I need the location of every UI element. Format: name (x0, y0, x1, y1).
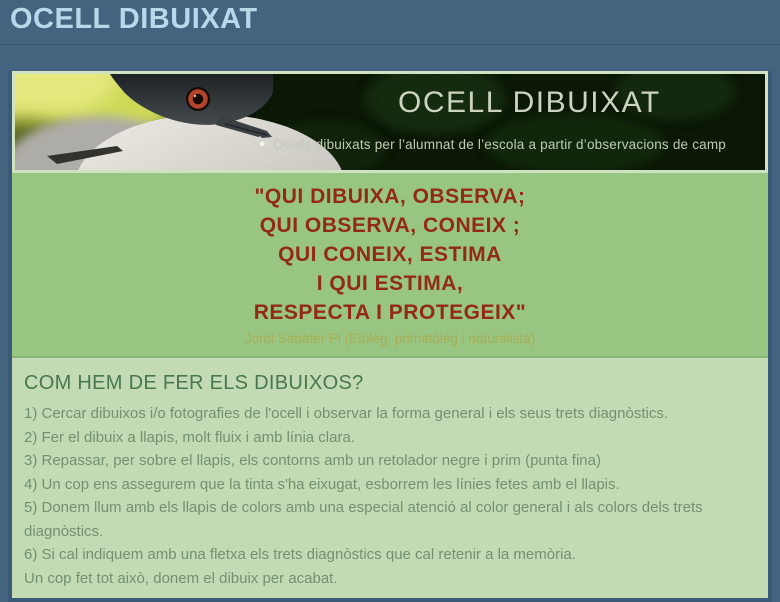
quote-line: QUI OBSERVA, CONEIX ; (259, 214, 521, 237)
instruction-step: 5) Donem llum amb els llapis de colors amb una especial atenció al color general i als colors dels trets diagnòstics. (24, 499, 703, 540)
instruction-step: 1) Cercar dibuixos i/o fotografies de l'ocell i observar la forma general i els seus trets diagnòstics. (24, 405, 668, 422)
header-subtitle: Ocells dibuixats per l’alumnat de l’escola a partir d’observacions de camp (273, 137, 727, 152)
quote-line: RESPECTA I PROTEGEIX" (253, 301, 527, 324)
quote-section (12, 173, 768, 356)
title-bar (0, 0, 780, 45)
instruction-step: 2) Fer el dibuix a llapis, molt fluix i amb línia clara. (24, 428, 355, 446)
content-column (8, 71, 772, 602)
quote-line: "QUI DIBUIXA, OBSERVA; (254, 185, 526, 208)
header-title: OCELL DIBUIXAT (398, 86, 661, 119)
instructions-section (12, 356, 768, 598)
instruction-step: 3) Repassar, per sobre el llapis, els contorns amb un retolador negre i prim (punta fina) (24, 452, 601, 469)
quote-attribution: Jordi Sabater Pi (Etòleg, primatòleg i naturalista) (244, 331, 536, 346)
instruction-step: 4) Un cop ens assegurem que la tinta s'ha eixugat, esborrem les línies fetes amb el llapis. (24, 475, 620, 493)
quote-line: QUI CONEIX, ESTIMA (278, 243, 502, 266)
quote-line: I QUI ESTIMA, (316, 272, 464, 295)
instruction-step: 6) Si cal indiquem amb una fletxa els trets diagnòstics que cal retenir a la memòria. (24, 546, 576, 563)
header-banner (12, 71, 768, 173)
instruction-step: Un cop fet tot això, donem el dibuix per acabat. (24, 569, 338, 587)
page-title[interactable]: OCELL DIBUIXAT (10, 3, 258, 35)
instructions-heading: COM HEM DE FER ELS DIBUIXOS? (24, 372, 364, 394)
